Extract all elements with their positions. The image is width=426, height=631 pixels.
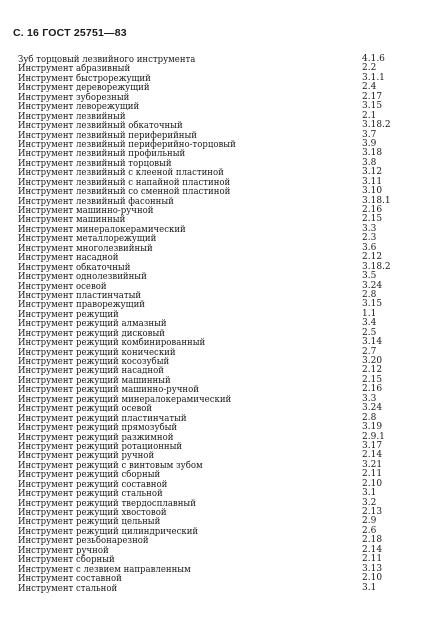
index-term: Инструмент режущий насадной [18, 365, 164, 377]
index-reference: 2.11 [362, 469, 383, 480]
index-term: Инструмент лезвийный с клееной пластиной [18, 167, 224, 179]
index-reference: 3.20 [362, 356, 383, 366]
index-reference: 2.18 [362, 535, 383, 546]
index-reference: 3.12 [362, 167, 383, 178]
index-term: Инструмент режущий сборный [18, 469, 161, 481]
index-reference: 2.3 [362, 233, 377, 244]
index-term: Инструмент режущий минералокерамический [18, 393, 232, 405]
index-term: Инструмент металлорежущий [18, 233, 157, 245]
index-reference: 3.6 [362, 242, 377, 253]
index-reference: 3.1.1 [362, 72, 385, 83]
index-reference: 2.8 [362, 289, 377, 300]
index-reference: 3.5 [362, 271, 377, 282]
index-term: Инструмент режущий хвостовой [18, 507, 167, 518]
index-reference: 3.1 [362, 582, 377, 593]
index-reference: 3.24 [362, 403, 383, 414]
index-term: Инструмент режущий ротационный [18, 440, 183, 452]
index-term: Инструмент многолезвийный [18, 242, 153, 254]
index-term: Инструмент лезвийный обкаточный [18, 120, 183, 132]
index-term: Инструмент резьбонарезной [18, 535, 149, 547]
index-reference: 2.1 [362, 110, 377, 121]
index-reference: 2.12 [362, 365, 383, 376]
index-reference: 4.1.6 [362, 54, 385, 64]
index-reference: 2.7 [362, 346, 377, 357]
index-term: Инструмент режущий машинный [18, 374, 171, 386]
index-term: Инструмент машинно-ручной [18, 205, 154, 216]
index-reference: 2.5 [362, 327, 377, 338]
index-reference: 3.18 [362, 148, 383, 159]
index-term: Инструмент лезвийный [18, 110, 126, 122]
index-term: Инструмент режущий комбинированный [18, 337, 206, 349]
index-term: Инструмент абразивный [18, 63, 131, 75]
index-term: Зуб торцовый лезвийного инструмента [18, 54, 196, 65]
index-reference: 2.13 [362, 507, 383, 517]
index-reference: 3.17 [362, 440, 383, 451]
page-header: С. 16 ГОСТ 25751—83 [13, 27, 127, 39]
index-reference: 1.1 [362, 308, 377, 319]
index-term: Инструмент обкаточный [18, 261, 131, 273]
index-term: Инструмент однолезвийный [18, 271, 147, 283]
index-term: Инструмент режущий прямозубый [18, 422, 178, 434]
index-term: Инструмент режущий машинно-ручной [18, 384, 199, 396]
index-reference: 2.10 [362, 478, 383, 489]
index-term: Инструмент машинный [18, 214, 126, 226]
index-term: Инструмент зуборезный [18, 91, 130, 103]
index-term: Инструмент режущий осевой [18, 403, 153, 415]
index-reference: 2.8 [362, 412, 377, 423]
index-term: Инструмент режущий дисковый [18, 327, 165, 339]
index-term: Инструмент лезвийный торцовый [18, 157, 172, 169]
index-reference: 3.24 [362, 280, 383, 291]
index-term: Инструмент лезвийный фасонный [18, 195, 174, 207]
index-reference: 3.18.2 [362, 120, 391, 131]
index-term: Инструмент леворежущий [18, 101, 140, 113]
index-reference: 3.2 [362, 497, 377, 508]
index-term: Инструмент режущий цельный [18, 516, 161, 528]
index-reference: 3.19 [362, 422, 383, 433]
index-reference: 3.21 [362, 459, 383, 470]
index-term: Инструмент режущий разжимной [18, 431, 174, 443]
index-term: Инструмент минералокерамический [18, 223, 186, 235]
index-term: Инструмент режущий пластинчатый [18, 412, 187, 424]
index-reference: 3.3 [362, 223, 377, 234]
index-reference: 2.16 [362, 384, 383, 395]
index-term: Инструмент режущий [18, 308, 119, 320]
index-reference: 2.12 [362, 252, 383, 263]
index-reference: 3.8 [362, 157, 377, 168]
index-term: Инструмент режущий ручной [18, 450, 155, 462]
index-reference: 2.6 [362, 525, 377, 536]
index-reference: 2.15 [362, 214, 383, 225]
index-term: Инструмент режущий составной [18, 478, 168, 490]
index-term: Инструмент сборный [18, 554, 115, 566]
index-term: Инструмент насадной [18, 252, 119, 264]
index-term: Инструмент дереворежущий [18, 82, 150, 94]
index-term: Инструмент режущий с винтовым зубом [18, 459, 203, 471]
index-reference: 2.14 [362, 544, 383, 555]
index-term: Инструмент режущий алмазный [18, 318, 167, 330]
index-term: Инструмент лезвийный профильный [18, 148, 186, 160]
index-reference: 2.4 [362, 82, 377, 93]
index-term: Инструмент стальной [18, 582, 118, 594]
index-term: Инструмент пластинчатый [18, 289, 142, 301]
index-reference: 3.1 [362, 488, 377, 499]
index-reference: 3.15 [362, 101, 383, 112]
index-term: Инструмент быстрорежущий [18, 72, 151, 84]
index-term: Инструмент режущий косозубый [18, 356, 170, 367]
index-term: Инструмент праворежущий [18, 299, 145, 311]
index-reference: 2.14 [362, 450, 383, 461]
index-reference: 2.2 [362, 63, 377, 74]
index-reference: 3.15 [362, 299, 383, 310]
index-reference: 2.15 [362, 374, 383, 385]
index-term: Инструмент режущий цилиндрический [18, 525, 199, 537]
index-term: Инструмент лезвийный со сменной пластиной [18, 186, 231, 198]
index-term: Инструмент осевой [18, 280, 107, 292]
index-reference: 3.7 [362, 129, 377, 140]
index-term: Инструмент лезвийный периферийный [18, 129, 197, 141]
index-reference: 3.9 [362, 138, 377, 149]
index-reference: 3.13 [362, 563, 383, 574]
index-reference: 2.17 [362, 91, 383, 102]
index-term: Инструмент лезвийный с напайной пластиной [18, 176, 231, 188]
index-reference: 3.18.2 [362, 261, 391, 272]
index-term: Инструмент лезвийный периферийно-торцовый [18, 138, 236, 150]
index-term: Инструмент режущий стальной [18, 488, 163, 500]
index-term: Инструмент режущий твердосплавный [18, 497, 196, 509]
term-index [0, 55, 426, 593]
index-reference: 2.10 [362, 573, 383, 584]
index-reference: 3.14 [362, 337, 383, 348]
index-reference: 3.11 [362, 176, 383, 187]
index-reference: 2.9 [362, 516, 377, 527]
index-reference: 2.16 [362, 205, 383, 215]
index-reference: 3.3 [362, 393, 377, 404]
index-reference: 3.4 [362, 318, 377, 329]
index-term: Инструмент с лезвием направленным [18, 563, 191, 575]
index-reference: 2.9.1 [362, 431, 385, 442]
index-reference: 3.18.1 [362, 195, 391, 206]
index-row [0, 584, 426, 593]
index-term: Инструмент составной [18, 573, 122, 585]
index-reference: 2.11 [362, 554, 383, 565]
index-term: Инструмент режущий конический [18, 346, 176, 358]
index-reference: 3.10 [362, 186, 383, 197]
index-term: Инструмент ручной [18, 544, 109, 556]
